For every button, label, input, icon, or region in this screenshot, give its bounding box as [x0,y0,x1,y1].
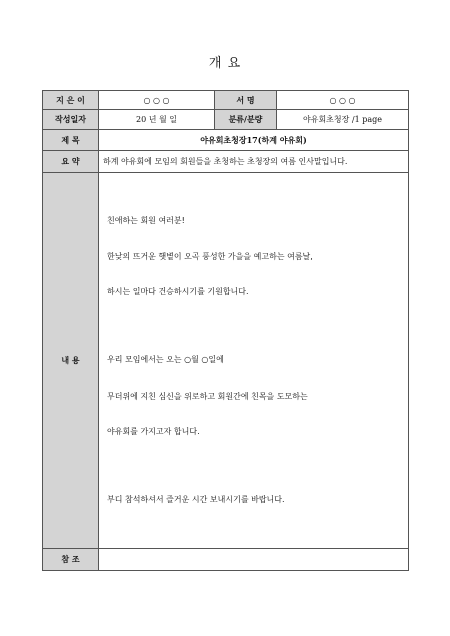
subject-value[interactable]: 야유회초청장17(하계 야유회) [99,130,409,151]
subject-row [43,130,409,151]
reference-value[interactable] [99,549,409,571]
summary-value[interactable]: 하계 야유회에 모임의 회원들을 초청하는 초청장의 여름 인사말입니다. [99,151,409,173]
reference-label: 참 조 [43,549,99,571]
content-line: 한낮의 뜨거운 햇볕이 오곡 풍성한 가을을 예고하는 여름날, [107,252,313,261]
content-line: 부디 참석하셔서 즐거운 시간 보내시기를 바랍니다. [107,495,285,504]
summary-row [43,151,409,173]
author-value[interactable]: ○ ○ ○ [99,91,215,110]
reference-row [43,549,409,571]
subject-label: 제 목 [43,130,99,151]
author-label: 지 은 이 [43,91,99,110]
content-body[interactable] [99,173,409,549]
date-value[interactable]: 20 년 월 일 [99,110,215,130]
category-value[interactable]: 야유회초청장 /1 page [277,110,409,130]
content-line: 우리 모임에서는 오는 ○월 ○일에 [107,355,224,364]
content-line: 친애하는 회원 여러분! [107,216,185,225]
page-title: 개 요 [208,56,242,71]
signature-label: 서 명 [215,91,277,110]
content-row [43,173,409,549]
date-row [43,110,409,130]
content-line: 야유회를 가지고자 합니다. [107,427,200,436]
content-line: 하시는 일마다 건승하시기를 기원합니다. [107,287,249,296]
summary-label: 요 약 [43,151,99,173]
content-line: 무더위에 지친 심신을 위로하고 회원간에 친목을 도모하는 [107,392,308,401]
overview-form [42,90,409,571]
author-row [43,91,409,110]
date-label: 작성일자 [43,110,99,130]
signature-value[interactable]: ○ ○ ○ [277,91,409,110]
content-label: 내 용 [43,173,99,549]
category-label: 분류/분량 [215,110,277,130]
